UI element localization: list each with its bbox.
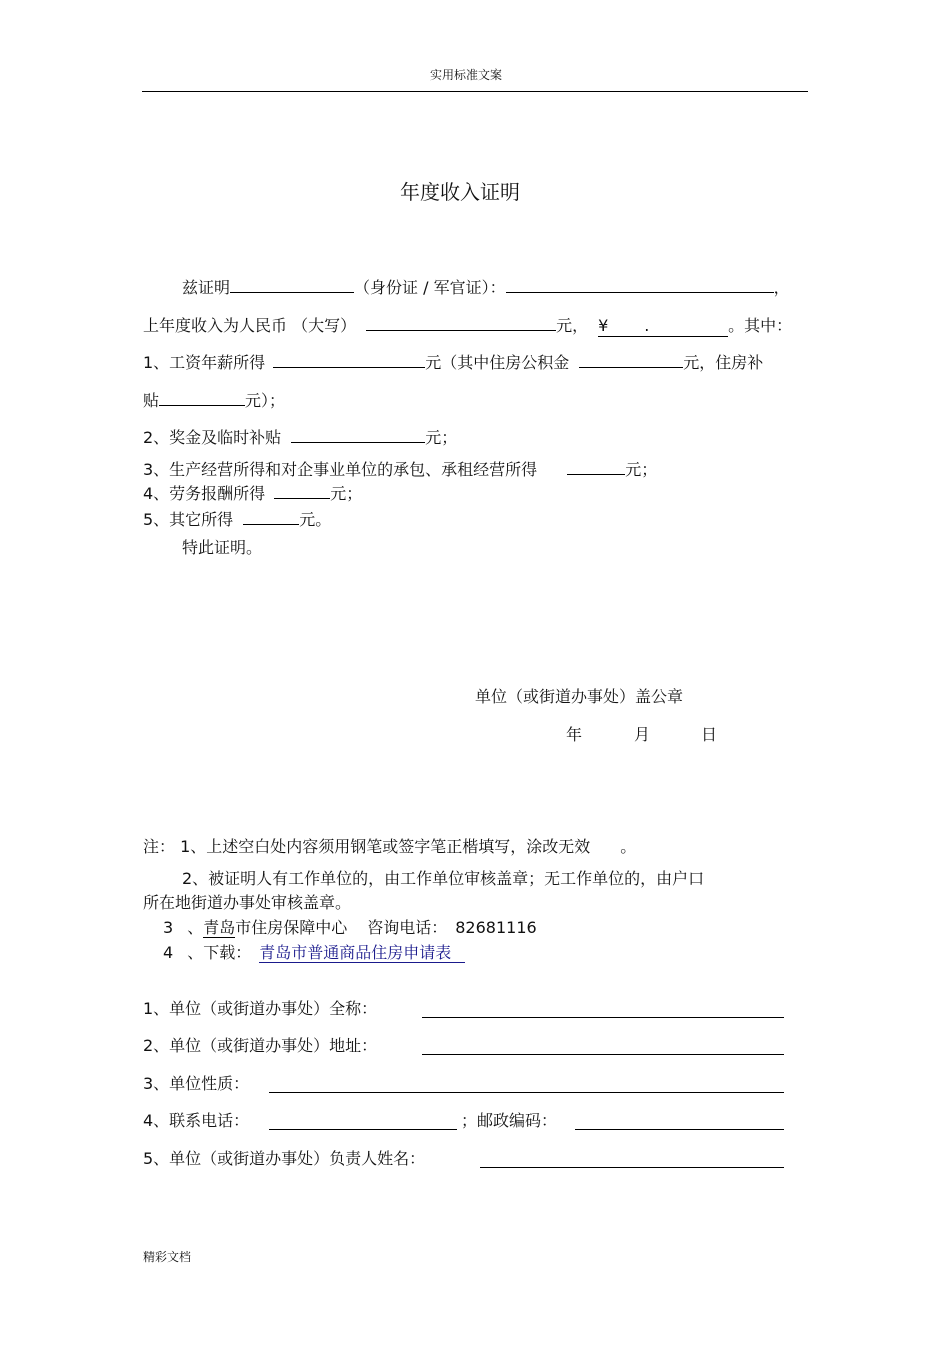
yuan-label: 元， — [556, 316, 589, 335]
form-unit-name-label: 1、单位（或街道办事处）全称： — [143, 999, 378, 1018]
form-unit-type-blank[interactable] — [269, 1092, 784, 1093]
form-phone-blank[interactable] — [269, 1129, 457, 1130]
income-line — [143, 313, 792, 337]
item-labor — [143, 481, 362, 504]
note-3-city: 青岛 — [203, 918, 236, 937]
item-other — [143, 507, 331, 530]
among-label: 。其中： — [728, 316, 793, 335]
closing-text: 特此证明。 — [182, 538, 263, 557]
form-unit-name-blank[interactable] — [422, 1017, 784, 1018]
item-salary — [143, 350, 763, 373]
other-yuan: 元。 — [299, 510, 332, 529]
note-3-phone-label: 咨询电话： — [367, 918, 448, 937]
note-4-num: 4 — [163, 943, 174, 962]
item-business — [143, 457, 657, 480]
salary-label: 1、工资年薪所得 — [143, 353, 266, 372]
subsidy-blank[interactable] — [159, 388, 245, 406]
form-postcode-blank[interactable] — [575, 1129, 784, 1130]
note-3 — [163, 918, 537, 938]
bonus-blank[interactable] — [291, 425, 425, 443]
header-rule — [142, 91, 808, 92]
note-3-center: 市住房保障中心 — [235, 918, 348, 937]
date-day: 日 — [701, 725, 718, 744]
page-footer: 精彩文档 — [143, 1250, 192, 1264]
form-postcode-label: ；邮政编码： — [461, 1111, 558, 1130]
note-2-line1: 2、被证明人有工作单位的，由工作单位审核盖章；无工作单位的，由户口 — [182, 869, 705, 888]
labor-yuan: 元； — [330, 484, 363, 503]
income-number-blank[interactable] — [598, 316, 728, 337]
date-year: 年 — [566, 725, 583, 744]
business-yuan: 元； — [625, 460, 658, 479]
form-unit-type-label: 3、单位性质： — [143, 1074, 250, 1093]
labor-blank[interactable] — [274, 481, 330, 499]
housing-subsidy-label: 元，住房补 — [683, 353, 764, 372]
housing-fund-label: 元（其中住房公积金 — [425, 353, 570, 372]
form-head-name-label: 5、单位（或街道办事处）负责人姓名： — [143, 1149, 426, 1168]
form-phone-label: 4、联系电话： — [143, 1111, 250, 1130]
form-head-name-blank[interactable] — [480, 1167, 784, 1168]
document-title: 年度收入证明 — [400, 180, 520, 204]
form-unit-address-blank[interactable] — [422, 1054, 784, 1055]
decimal-dot: . — [644, 316, 650, 335]
id-number-blank[interactable] — [506, 275, 774, 293]
date-month: 月 — [634, 725, 651, 744]
note-3-phone: 82681116 — [455, 918, 537, 937]
bonus-yuan: 元； — [425, 428, 458, 447]
id-type-label: （身份证 / 军官证）： — [354, 278, 506, 297]
note-1-end: 。 — [620, 837, 637, 856]
labor-label: 4、劳务报酬所得 — [143, 484, 266, 503]
name-blank[interactable] — [230, 275, 354, 293]
bonus-label: 2、奖金及临时补贴 — [143, 428, 282, 447]
item-salary-cont — [143, 388, 285, 411]
page-header: 实用标准文案 — [430, 68, 503, 82]
note-3-sep: 、 — [187, 918, 204, 937]
note-4-label: 、下载： — [187, 943, 252, 962]
housing-fund-blank[interactable] — [579, 350, 683, 368]
certify-line — [182, 275, 790, 298]
item-bonus — [143, 425, 457, 448]
subsidy-yuan: 元）； — [245, 391, 286, 410]
download-link[interactable]: 青岛市普通商品住房申请表 — [259, 943, 465, 963]
other-label: 5、其它所得 — [143, 510, 234, 529]
note-3-num: 3 — [163, 918, 174, 937]
other-blank[interactable] — [243, 507, 299, 525]
income-capital-blank[interactable] — [366, 313, 556, 331]
business-blank[interactable] — [567, 457, 625, 475]
business-label: 3、生产经营所得和对企事业单位的承包、承租经营所得 — [143, 460, 538, 479]
certify-label: 兹证明 — [182, 278, 231, 297]
note-2-line2: 所在地街道办事处审核盖章。 — [143, 893, 352, 912]
yen-sign: ¥ — [598, 316, 609, 335]
subsidy-label: 贴 — [143, 391, 160, 410]
income-label: 上年度收入为人民币 （大写） — [143, 316, 357, 335]
form-unit-address-label: 2、单位（或街道办事处）地址： — [143, 1036, 378, 1055]
salary-blank[interactable] — [273, 350, 425, 368]
note-1 — [143, 837, 636, 857]
note-1-text: 注： 1、上述空白处内容须用钢笔或签字笔正楷填写，涂改无效 — [143, 837, 591, 856]
note-4 — [163, 943, 465, 963]
comma: ， — [773, 278, 790, 297]
seal-label: 单位（或街道办事处）盖公章 — [475, 687, 684, 706]
